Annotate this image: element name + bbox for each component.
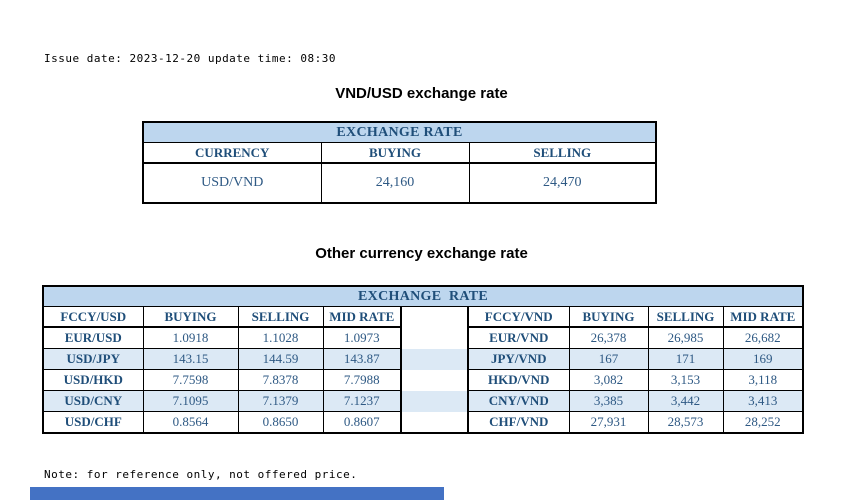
rate-cell: 3,385 [569, 391, 648, 412]
rate-cell: 26,682 [723, 327, 803, 349]
gap-cell [401, 412, 468, 434]
column-header: BUYING [569, 307, 648, 328]
rate-cell: 3,118 [723, 370, 803, 391]
rate-cell: 143.87 [323, 349, 401, 370]
currency-pair-cell: USD/CHF [43, 412, 143, 434]
rate-cell: 169 [723, 349, 803, 370]
column-header: BUYING [143, 307, 238, 328]
rate-cell: 0.8564 [143, 412, 238, 434]
rate-cell: 24,470 [469, 163, 656, 203]
rate-cell: 26,985 [648, 327, 723, 349]
table-row [43, 349, 803, 370]
rate-cell: 144.59 [238, 349, 323, 370]
other-table-title: Other currency exchange rate [315, 245, 528, 262]
currency-pair-cell: JPY/VND [468, 349, 569, 370]
note-line: Note: for reference only, not offered price. [44, 468, 358, 481]
column-header: SELLING [648, 307, 723, 328]
table-row [43, 412, 803, 434]
gap-cell [401, 370, 468, 391]
rate-cell: 26,378 [569, 327, 648, 349]
rate-cell: 1.0973 [323, 327, 401, 349]
table-row [143, 163, 656, 203]
rate-cell: 27,931 [569, 412, 648, 434]
usd-table-title: VND/USD exchange rate [335, 85, 508, 102]
column-header: FCCY/USD [43, 307, 143, 328]
currency-pair-cell: USD/JPY [43, 349, 143, 370]
currency-pair-cell: CNY/VND [468, 391, 569, 412]
column-header-row [43, 307, 803, 328]
rate-cell: 3,153 [648, 370, 723, 391]
currency-pair-cell: HKD/VND [468, 370, 569, 391]
rate-cell: 3,082 [569, 370, 648, 391]
gap-cell [401, 391, 468, 412]
rate-cell: 143.15 [143, 349, 238, 370]
column-header: MID RATE [323, 307, 401, 328]
table-row [43, 370, 803, 391]
rate-cell: 0.8650 [238, 412, 323, 434]
rate-cell: 171 [648, 349, 723, 370]
column-header: SELLING [238, 307, 323, 328]
header-gap-cell [401, 307, 468, 328]
gap-cell [401, 349, 468, 370]
rate-cell: 0.8607 [323, 412, 401, 434]
exchange-rate-banner: EXCHANGE RATE [143, 122, 656, 143]
rate-cell: 7.8378 [238, 370, 323, 391]
gap-cell [401, 327, 468, 349]
column-header: BUYING [321, 143, 469, 164]
rate-cell: 7.1237 [323, 391, 401, 412]
column-header: SELLING [469, 143, 656, 164]
bottom-blue-bar [30, 487, 444, 500]
other-currency-rate-table [42, 285, 804, 434]
rate-cell: 7.7598 [143, 370, 238, 391]
usd-vnd-rate-table [142, 121, 657, 204]
rate-cell: 1.0918 [143, 327, 238, 349]
rate-cell: 167 [569, 349, 648, 370]
table-row [43, 391, 803, 412]
rate-cell: 3,442 [648, 391, 723, 412]
currency-pair-cell: USD/CNY [43, 391, 143, 412]
column-header: FCCY/VND [468, 307, 569, 328]
rate-cell: 1.1028 [238, 327, 323, 349]
currency-pair-cell: USD/HKD [43, 370, 143, 391]
banner-row [43, 286, 803, 307]
rate-cell: 3,413 [723, 391, 803, 412]
rate-cell: 28,573 [648, 412, 723, 434]
column-header: CURRENCY [143, 143, 321, 164]
currency-pair-cell: CHF/VND [468, 412, 569, 434]
rate-cell: 7.1379 [238, 391, 323, 412]
issue-date-line: Issue date: 2023-12-20 update time: 08:30 [44, 52, 337, 65]
banner-row [143, 122, 656, 143]
column-header: MID RATE [723, 307, 803, 328]
rate-cell: 7.7988 [323, 370, 401, 391]
exchange-rate-banner: EXCHANGE RATE [43, 286, 803, 307]
rate-cell: 7.1095 [143, 391, 238, 412]
currency-pair-cell: USD/VND [143, 163, 321, 203]
column-header-row [143, 143, 656, 164]
currency-pair-cell: EUR/USD [43, 327, 143, 349]
table-row [43, 327, 803, 349]
currency-pair-cell: EUR/VND [468, 327, 569, 349]
rate-cell: 24,160 [321, 163, 469, 203]
rate-cell: 28,252 [723, 412, 803, 434]
